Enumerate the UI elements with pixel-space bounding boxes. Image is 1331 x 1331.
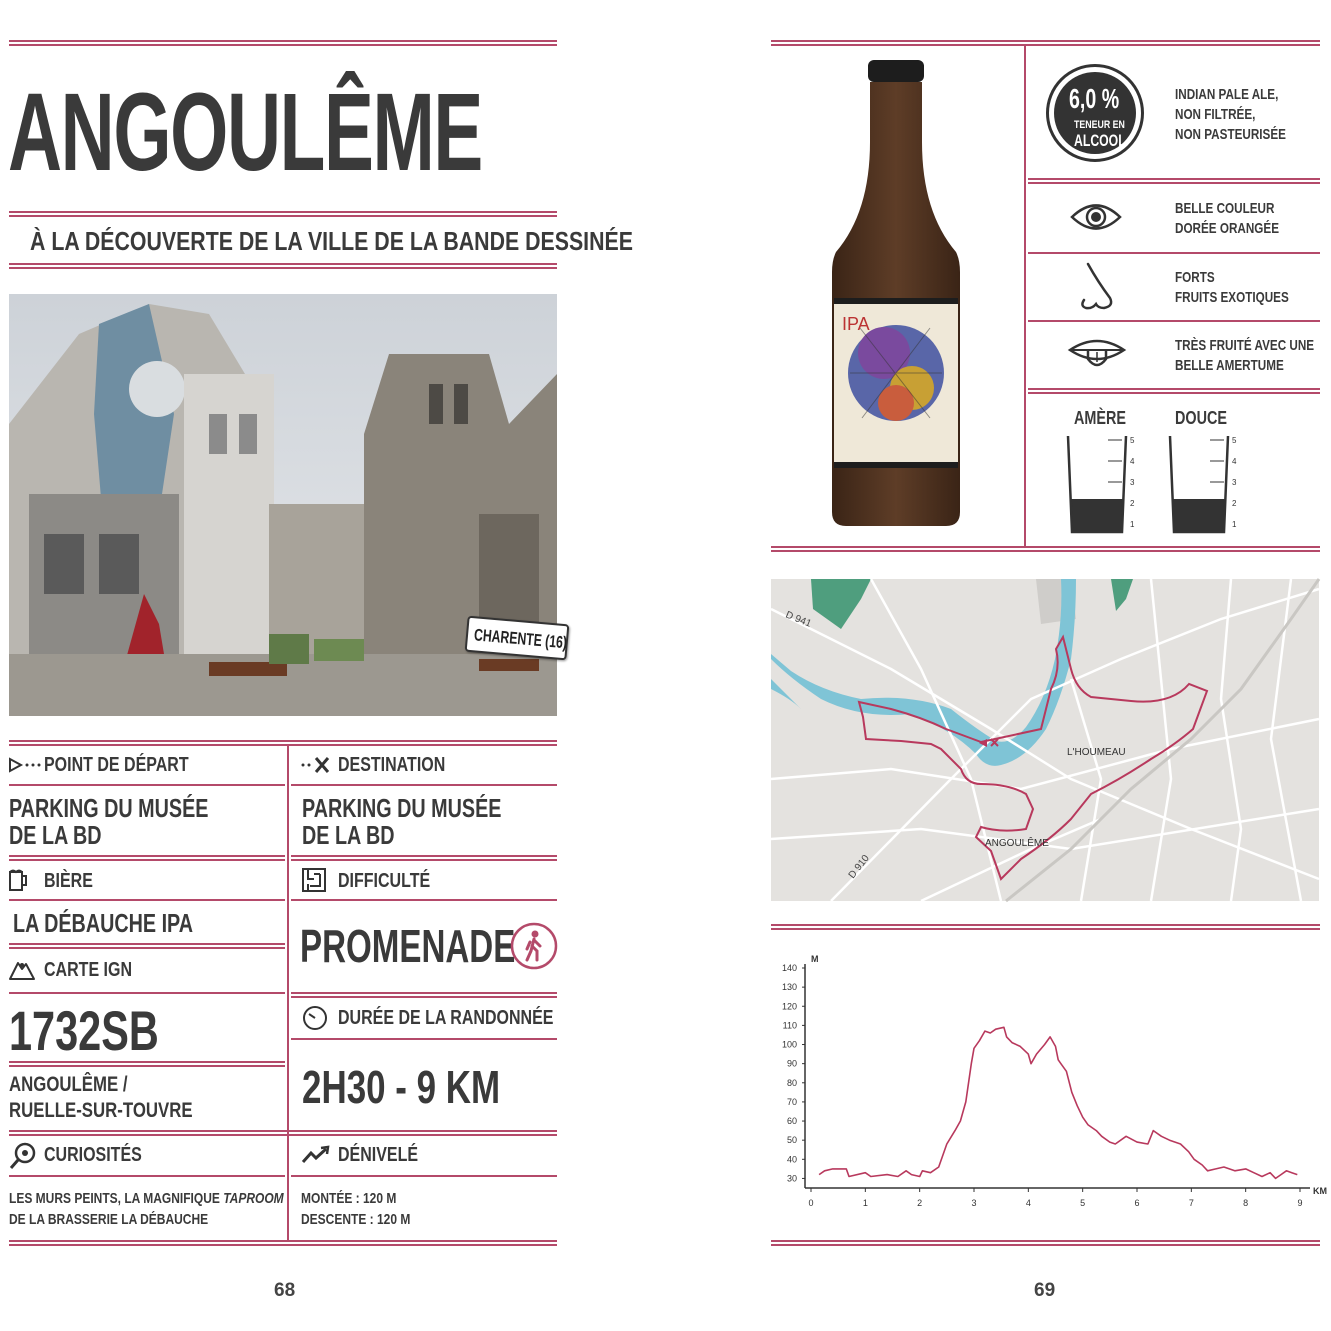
divider [1028,178,1320,184]
start-icon [9,755,49,775]
beer-bottle [830,58,962,532]
scale-label: 2 [1232,499,1237,508]
divider [291,1175,557,1177]
style-line3: NON PASTEURISÉE [1175,126,1286,143]
x-tick-label: 7 [1188,1198,1194,1208]
difficulty-label: DIFFICULTÉ [338,870,431,892]
city-label: ANGOULÊME [985,838,1049,849]
y-tick-label: 50 [786,1135,797,1146]
bitter-label: AMÈRE [1074,408,1127,428]
hiker-icon [510,922,558,975]
trend-up-icon [302,1146,330,1169]
elevation-up: MONTÉE : 120 M [301,1190,397,1207]
destination-value-line1: PARKING DU MUSÉE [302,793,502,823]
x-tick-label: 1 [862,1198,868,1208]
sweet-level-fill [1173,499,1225,532]
divider [9,855,285,861]
x-tick-label: 8 [1243,1198,1249,1208]
x-tick-label: 3 [971,1198,977,1208]
elevation-chart [771,950,1327,1225]
y-tick-label: 120 [781,1001,797,1012]
divider [771,924,1320,930]
destination-label: DESTINATION [338,754,446,776]
divider [9,943,285,949]
divider [291,992,557,998]
ign-label: CARTE IGN [44,959,132,981]
route-map [771,579,1319,901]
sweet-glass [1166,432,1256,536]
divider [9,1061,285,1067]
look-line1: BELLE COULEUR [1175,200,1275,217]
x-tick-label: 6 [1134,1198,1140,1208]
y-tick-label: 40 [786,1154,797,1165]
bitter-level-fill [1071,499,1123,532]
y-tick-label: 90 [786,1058,797,1069]
destination-value-line2: DE LA BD [302,820,395,850]
ign-code: 1732SB [9,999,159,1062]
divider [1028,388,1320,394]
scale-label: 1 [1130,520,1135,529]
divider [1028,320,1320,322]
maze-icon [302,868,326,897]
sweet-label: DOUCE [1175,408,1228,428]
curiosities-label: CURIOSITÉS [44,1144,142,1166]
road-label: D 941 [783,609,813,630]
y-tick-label: 110 [782,1020,797,1031]
divider [9,1130,557,1136]
scale-label: 3 [1232,478,1237,487]
divider [9,784,285,786]
divider [291,784,557,786]
scale-label: 3 [1130,478,1135,487]
page-number-right: 69 [1034,1280,1056,1301]
elevation-label: DÉNIVELÉ [338,1144,419,1166]
bottle-label-text: IPA [842,314,870,334]
duration-value: 2H30 - 9 KM [302,1061,501,1113]
bitter-glass [1064,432,1154,536]
smell-line2: FRUITS EXOTIQUES [1175,289,1289,306]
divider [771,40,1320,46]
alcohol-value: 6,0 % [1069,83,1120,114]
x-tick-label: 5 [1080,1198,1086,1208]
x-axis-label: KM [1313,1186,1327,1196]
divider [771,1240,1320,1246]
beer-label: BIÈRE [44,870,93,892]
curiosities-emphasis: TAPROOM [223,1190,284,1207]
style-line1: INDIAN PALE ALE, [1175,86,1279,103]
alcohol-badge [1046,64,1144,162]
alcohol-line2: ALCOOL [1074,131,1126,150]
district-label: L'HOUMEAU [1067,747,1126,758]
y-tick-label: 60 [786,1116,797,1127]
look-line2: DORÉE ORANGÉE [1175,220,1280,237]
scale-label: 4 [1130,457,1135,466]
curiosities-text: LES MURS PEINTS, LA MAGNIFIQUE [9,1190,224,1207]
magnifier-eye-icon [9,1142,37,1175]
destination-icon [300,755,336,775]
page-number-left: 68 [274,1280,296,1301]
x-tick-label: 2 [917,1198,923,1208]
x-tick-label: 9 [1297,1198,1303,1208]
divider [9,740,557,746]
alcohol-line1: TENEUR EN [1074,119,1125,131]
y-tick-label: 140 [781,963,797,973]
y-tick-label: 80 [786,1077,797,1088]
divider [9,211,557,217]
elevation-down: DESCENTE : 120 M [301,1211,411,1228]
elevation-series-line [819,1027,1297,1178]
scale-label: 2 [1130,499,1135,508]
start-label: POINT DE DÉPART [44,754,189,776]
x-tick-label: 4 [1025,1198,1031,1208]
eye-icon [1070,200,1122,239]
mountain-map-icon [9,958,35,985]
ign-place-line1: ANGOULÊME / [9,1073,128,1096]
region-tag-label: CHARENTE (16) [473,625,568,653]
scale-label: 5 [1130,436,1135,445]
difficulty-value: PROMENADE [300,920,516,972]
style-line2: NON FILTRÉE, [1175,106,1256,123]
x-tick-label: 0 [808,1198,814,1208]
column-divider [1024,46,1026,548]
clock-icon [302,1005,328,1036]
start-value-line1: PARKING DU MUSÉE [9,793,209,823]
divider [9,992,285,994]
taste-line2: BELLE AMERTUME [1175,357,1284,374]
curiosities-line1 [9,1188,284,1209]
y-tick-label: 100 [781,1039,797,1050]
subtitle: À LA DÉCOUVERTE DE LA VILLE DE LA BANDE DESSINÉE [30,226,633,256]
beer-value: LA DÉBAUCHE IPA [13,908,194,938]
divider [9,1240,557,1246]
divider [291,899,557,901]
mouth-tongue-icon [1068,336,1126,377]
divider [9,1175,285,1177]
ign-place-line2: RUELLE-SUR-TOUVRE [9,1099,193,1122]
y-tick-label: 130 [781,982,797,993]
beer-mug-icon [9,868,29,897]
smell-line1: FORTS [1175,269,1215,286]
scale-label: 1 [1232,520,1237,529]
y-axis-label: M [811,954,819,964]
city-photo [9,294,557,716]
divider [9,263,557,269]
y-tick-label: 70 [786,1096,797,1107]
divider [291,1038,557,1040]
divider [771,546,1320,552]
start-value-line2: DE LA BD [9,820,102,850]
duration-label: DURÉE DE LA RANDONNÉE [338,1007,554,1029]
y-tick-label: 30 [786,1173,797,1184]
page-title: ANGOULÊME [8,71,482,194]
scale-label: 4 [1232,457,1237,466]
scale-label: 5 [1232,436,1237,445]
divider [291,855,557,861]
road-label: D 910 [846,853,872,881]
nose-icon [1076,262,1116,317]
divider [9,40,557,46]
curiosities-line2: DE LA BRASSERIE LA DÉBAUCHE [9,1211,209,1228]
column-divider [287,746,289,1240]
taste-line1: TRÈS FRUITÉ AVEC UNE [1175,337,1315,354]
divider [9,899,285,901]
divider [1028,252,1320,254]
